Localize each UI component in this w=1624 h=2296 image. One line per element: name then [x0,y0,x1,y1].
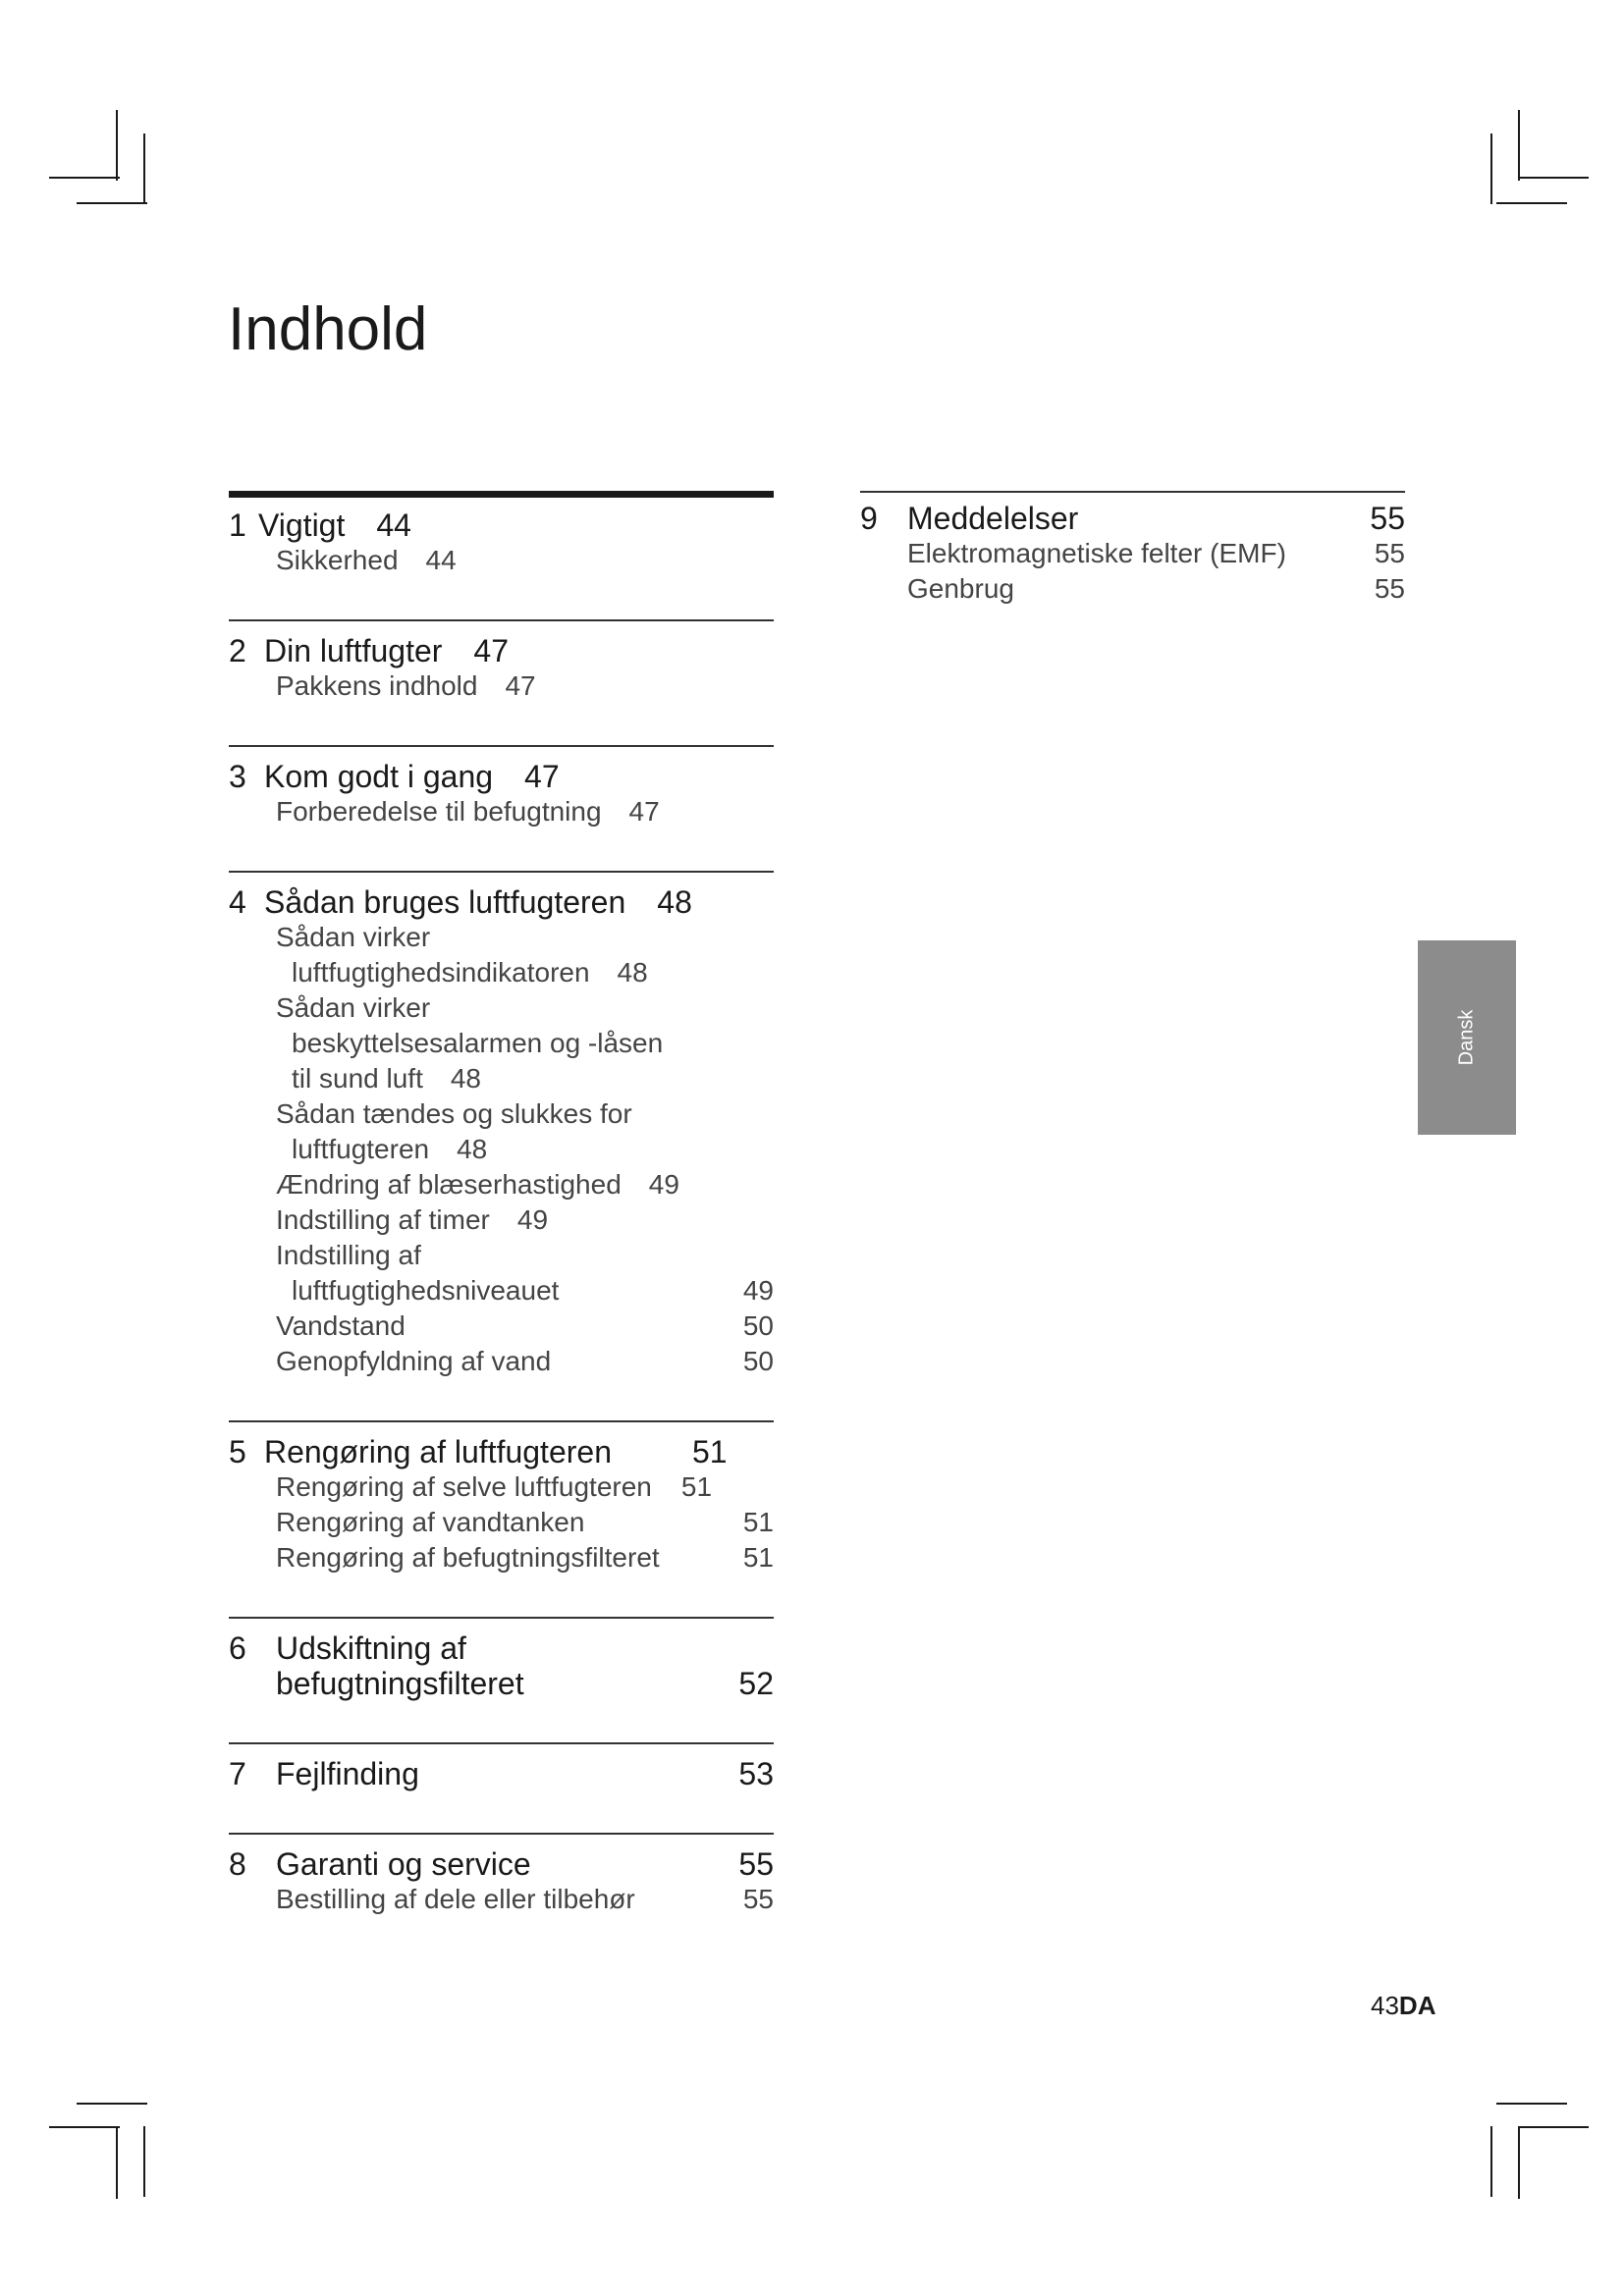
toc-heading[interactable] [229,884,774,920]
toc-heading[interactable] [229,507,774,543]
section-number: 8 [229,1846,246,1882]
toc-section-9 [860,491,1405,607]
crop-mark [1518,2126,1589,2128]
toc-entry[interactable] [907,571,1405,607]
page-number-lang: DA [1398,1991,1436,2020]
entry-title: luftfugtighedsindikatoren [292,957,590,988]
section-title-line1: Udskiftning af [276,1630,466,1666]
toc-entry[interactable] [276,1882,774,1917]
section-title: Garanti og service [276,1846,531,1882]
section-title: Sådan bruges luftfugteren [264,884,626,920]
toc-heading[interactable] [229,1756,774,1791]
section-number: 7 [229,1756,246,1791]
section-title: Vigtigt [258,507,346,543]
entry-title: Bestilling af dele eller tilbehør [276,1884,635,1914]
toc-entry[interactable] [276,543,774,578]
entry-page: 48 [457,1134,488,1164]
crop-mark [49,2126,120,2128]
entry-page: 44 [425,545,457,575]
entry-page: 51 [742,1507,774,1537]
toc-left-column [229,491,774,1917]
toc-heading[interactable] [229,1630,774,1701]
entry-title: Ændring af blæserhastighed [276,1169,622,1200]
entry-page: 49 [648,1169,679,1200]
crop-mark [1518,177,1589,179]
toc-section-1 [229,491,774,578]
toc-entry[interactable] [276,1061,774,1096]
section-page: 44 [376,507,411,543]
language-tab-label: Dansk [1455,1009,1478,1066]
toc-section-8 [229,1833,774,1917]
section-title: Din luftfugter [264,633,443,668]
toc-heading[interactable] [229,633,774,668]
entry-page: 50 [742,1310,774,1341]
toc-section-6 [229,1617,774,1701]
toc-entry[interactable] [276,1167,774,1202]
toc-heading[interactable] [860,501,1405,536]
entry-title: Rengøring af selve luftfugteren [276,1471,652,1502]
entry-title: Rengøring af befugtningsfilteret [276,1542,660,1573]
entry-title: Genbrug [907,573,1014,604]
entry-title: Sikkerhed [276,545,399,575]
entry-title: Genopfyldning af vand [276,1346,552,1376]
section-number: 6 [229,1630,246,1666]
section-page: 47 [473,633,510,668]
crop-mark [116,2128,118,2199]
entry-page: 51 [680,1471,713,1502]
section-page: 48 [657,884,692,920]
entry-page: 51 [742,1542,774,1573]
section-title: Rengøring af luftfugteren [264,1434,612,1469]
entry-title: Sådan virker [276,922,431,952]
crop-mark [49,177,120,179]
language-tab [1418,940,1516,1135]
toc-entry[interactable] [907,536,1405,571]
entry-page: 55 [1374,538,1405,568]
toc-entry[interactable] [276,668,774,704]
section-number: 9 [860,501,878,536]
section-page: 51 [691,1434,728,1469]
section-number: 4 [229,884,246,920]
crop-mark [77,202,147,204]
toc-entry[interactable] [276,1308,774,1344]
toc-entry[interactable] [276,1202,774,1238]
toc-section-4 [229,871,774,1379]
toc-entry[interactable] [276,1132,774,1167]
entry-title: Indstilling af [276,1240,421,1270]
toc-section-3 [229,745,774,829]
entry-title: luftfugteren [292,1134,430,1164]
crop-mark [143,133,145,204]
section-page: 55 [738,1846,774,1882]
section-title: Meddelelser [907,501,1079,536]
entry-page: 55 [742,1884,774,1914]
crop-mark [1490,2126,1492,2197]
toc-section-7 [229,1742,774,1791]
entry-title: Vandstand [276,1310,406,1341]
toc-section-5 [229,1420,774,1575]
toc-entry[interactable] [276,1273,774,1308]
section-page: 53 [738,1756,774,1791]
toc-entry[interactable] [276,1505,774,1540]
crop-mark [77,2103,147,2105]
toc-entry[interactable] [276,990,774,1026]
section-page: 55 [1370,501,1405,536]
entry-title: til sund luft [292,1063,423,1094]
crop-mark [1490,133,1492,204]
toc-heading[interactable] [229,1846,774,1882]
crop-mark [1518,2128,1520,2199]
entry-page: 55 [1374,573,1405,604]
toc-heading[interactable] [229,1434,774,1469]
toc-entry[interactable] [276,794,774,829]
toc-right-column [860,491,1405,607]
entry-title: Sådan tændes og slukkes for [276,1098,632,1129]
section-title: Fejlfinding [276,1756,419,1791]
crop-mark [143,2126,145,2197]
page-number-value: 43 [1371,1991,1399,2020]
page-title: Indhold [228,295,428,363]
toc-entry[interactable] [276,1540,774,1575]
toc-entry[interactable] [276,1238,774,1273]
entry-title: Sådan virker [276,992,431,1023]
toc-entry[interactable] [276,1096,774,1132]
toc-entry[interactable] [276,1344,774,1379]
entry-title: luftfugtighedsniveauet [292,1275,560,1306]
section-page: 52 [738,1666,774,1701]
entry-page: 49 [516,1204,549,1235]
toc-heading[interactable] [229,759,774,794]
crop-mark [1518,110,1520,181]
section-number: 5 [229,1434,246,1469]
crop-mark [1496,2103,1567,2105]
entry-page: 49 [742,1275,774,1306]
entry-title: Pakkens indhold [276,670,478,701]
entry-page: 48 [450,1063,482,1094]
section-number: 1 [229,507,246,543]
section-title: Kom godt i gang [264,759,494,794]
crop-mark [116,110,118,181]
toc-entry[interactable] [276,1469,774,1505]
section-page: 47 [524,759,560,794]
section-number: 3 [229,759,246,794]
crop-mark [1496,202,1567,204]
section-title-line2: befugtningsfilteret [276,1666,524,1701]
entry-page: 50 [742,1346,774,1376]
toc-section-2 [229,619,774,704]
toc-entry[interactable] [276,955,774,990]
entry-page: 48 [617,957,648,988]
toc-entry[interactable] [276,920,774,955]
section-number: 2 [229,633,246,668]
entry-title: Indstilling af timer [276,1204,490,1235]
toc-entry[interactable] [276,1026,774,1061]
entry-title: Elektromagnetiske felter (EMF) [907,538,1286,568]
entry-title: beskyttelsesalarmen og -låsen [292,1028,664,1058]
entry-title: Forberedelse til befugtning [276,796,602,827]
entry-page: 47 [505,670,536,701]
entry-title: Rengøring af vandtanken [276,1507,585,1537]
page-number [1371,1991,1435,2021]
entry-page: 47 [628,796,660,827]
